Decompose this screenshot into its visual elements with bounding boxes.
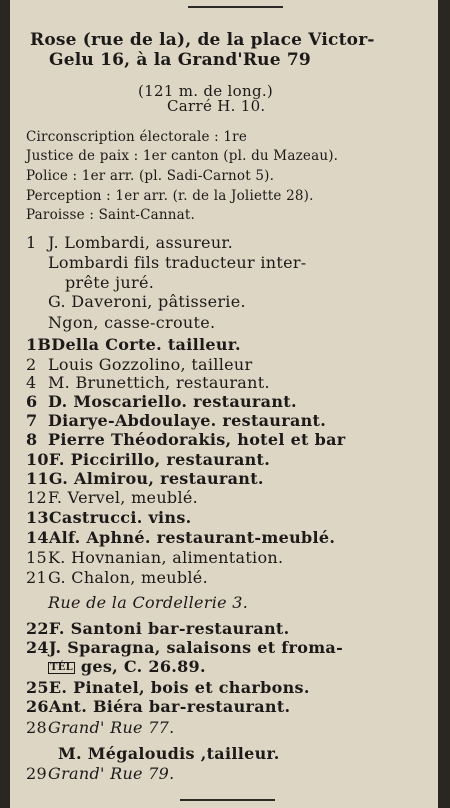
entry-text: M. Mégaloudis ,tailleur. [58,744,280,763]
admin-justice: Justice de paix : 1er canton (pl. du Mazeau). [26,148,339,164]
entry-text: prête juré. [65,273,155,292]
house-number: 22 [26,619,49,638]
entry-text: E. Pinatel, bois et charbons. [48,678,310,697]
entry-text: J. Sparagna, salaisons et froma- [48,638,344,657]
list-item [26,394,297,410]
house-number: 24 [26,638,49,657]
house-number: 11 [26,469,49,488]
entry-text: F. Piccirillo, restaurant. [48,450,271,469]
list-item [26,452,270,468]
list-item [26,550,283,566]
entry-text: Castrucci. vins. [48,508,192,527]
house-number: 6 [26,392,38,411]
list-item [26,766,175,782]
house-number: 1 [26,233,37,252]
street-length: (121 m. de long.) [138,82,274,100]
list-item [26,375,270,391]
street-title-line-2: Gelu 16, à la Grand'Rue 79 [49,50,311,70]
house-number: 28 [26,718,47,737]
list-item [26,640,343,656]
telephone-badge: TÉL [50,662,73,673]
entry-text: G. Almirou, restaurant. [48,469,264,488]
entry-text: D. Moscariello. restaurant. [48,392,297,411]
list-item [26,471,264,487]
admin-police: Police : 1er arr. (pl. Sadi-Carnot 5). [26,168,275,184]
entry-text: Grand' Rue 77. [48,718,175,737]
entry-text: F. Santoni bar-restaurant. [48,619,290,638]
entry-text: Alf. Aphné. restaurant-meublé. [48,528,336,547]
list-item [26,490,198,506]
admin-paroisse: Paroisse : Saint-Cannat. [26,207,196,223]
entry-text: F. Vervel, meublé. [48,488,199,507]
list-item [48,294,246,310]
list-item [48,255,307,271]
entry-text: G. Chalon, meublé. [48,568,208,587]
house-number: 12 [26,488,47,507]
list-item [26,680,310,696]
house-number: 1B [26,335,52,354]
admin-perception: Perception : 1er arr. (r. de la Joliette 28). [26,188,314,204]
house-number: 21 [26,568,47,587]
bottom-rule [180,799,275,801]
list-item [58,746,280,762]
list-item [26,235,233,251]
entry-text: Grand' Rue 79. [48,764,175,783]
list-item [48,315,215,331]
list-item [26,621,290,637]
entry-text: K. Hovnanian, alimentation. [48,548,284,567]
list-item [48,659,206,675]
entry-text: G. Daveroni, pâtisserie. [48,292,246,311]
street-title-line-1: Rose (rue de la), de la place Victor- [30,30,375,50]
list-item [26,720,175,736]
entry-text: J. Lombardi, assureur. [48,233,233,252]
entry-text: Louis Gozzolino, tailleur [48,355,253,374]
house-number: 26 [26,697,49,716]
cross-street [48,595,248,611]
house-number: 10 [26,450,49,469]
house-number: 29 [26,764,47,783]
entry-text: Ant. Biéra bar-restaurant. [48,697,291,716]
house-number: 7 [26,411,38,430]
entry-text: Ngon, casse-croute. [48,313,216,332]
list-item [26,530,335,546]
list-item [26,413,326,429]
entry-text: M. Brunettich, restaurant. [48,373,270,392]
house-number: 2 [26,355,37,374]
entry-text: Lombardi fils traducteur inter- [48,253,307,272]
house-number: 25 [26,678,49,697]
street-grid-square: Carré H. 10. [167,97,266,115]
list-item [26,337,241,353]
directory-page [10,0,438,808]
entry-text: Della Corte. tailleur. [51,335,241,354]
admin-circonscription: Circonscription électorale : 1re [26,129,248,145]
house-number: 15 [26,548,47,567]
list-item [26,357,252,373]
list-item [26,432,346,448]
entry-text: Rue de la Cordellerie 3. [48,593,249,612]
house-number: 4 [26,373,37,392]
house-number: 13 [26,508,49,527]
list-item [26,699,290,715]
top-rule [188,6,283,8]
house-number: 8 [26,430,38,449]
list-item [26,510,192,526]
house-number: 14 [26,528,49,547]
entry-text: Pierre Théodorakis, hotel et bar [48,430,346,449]
entry-text: ges, C. 26.89. [80,657,206,676]
list-item [26,570,208,586]
entry-text: Diarye-Abdoulaye. restaurant. [48,411,327,430]
list-item [65,275,154,291]
